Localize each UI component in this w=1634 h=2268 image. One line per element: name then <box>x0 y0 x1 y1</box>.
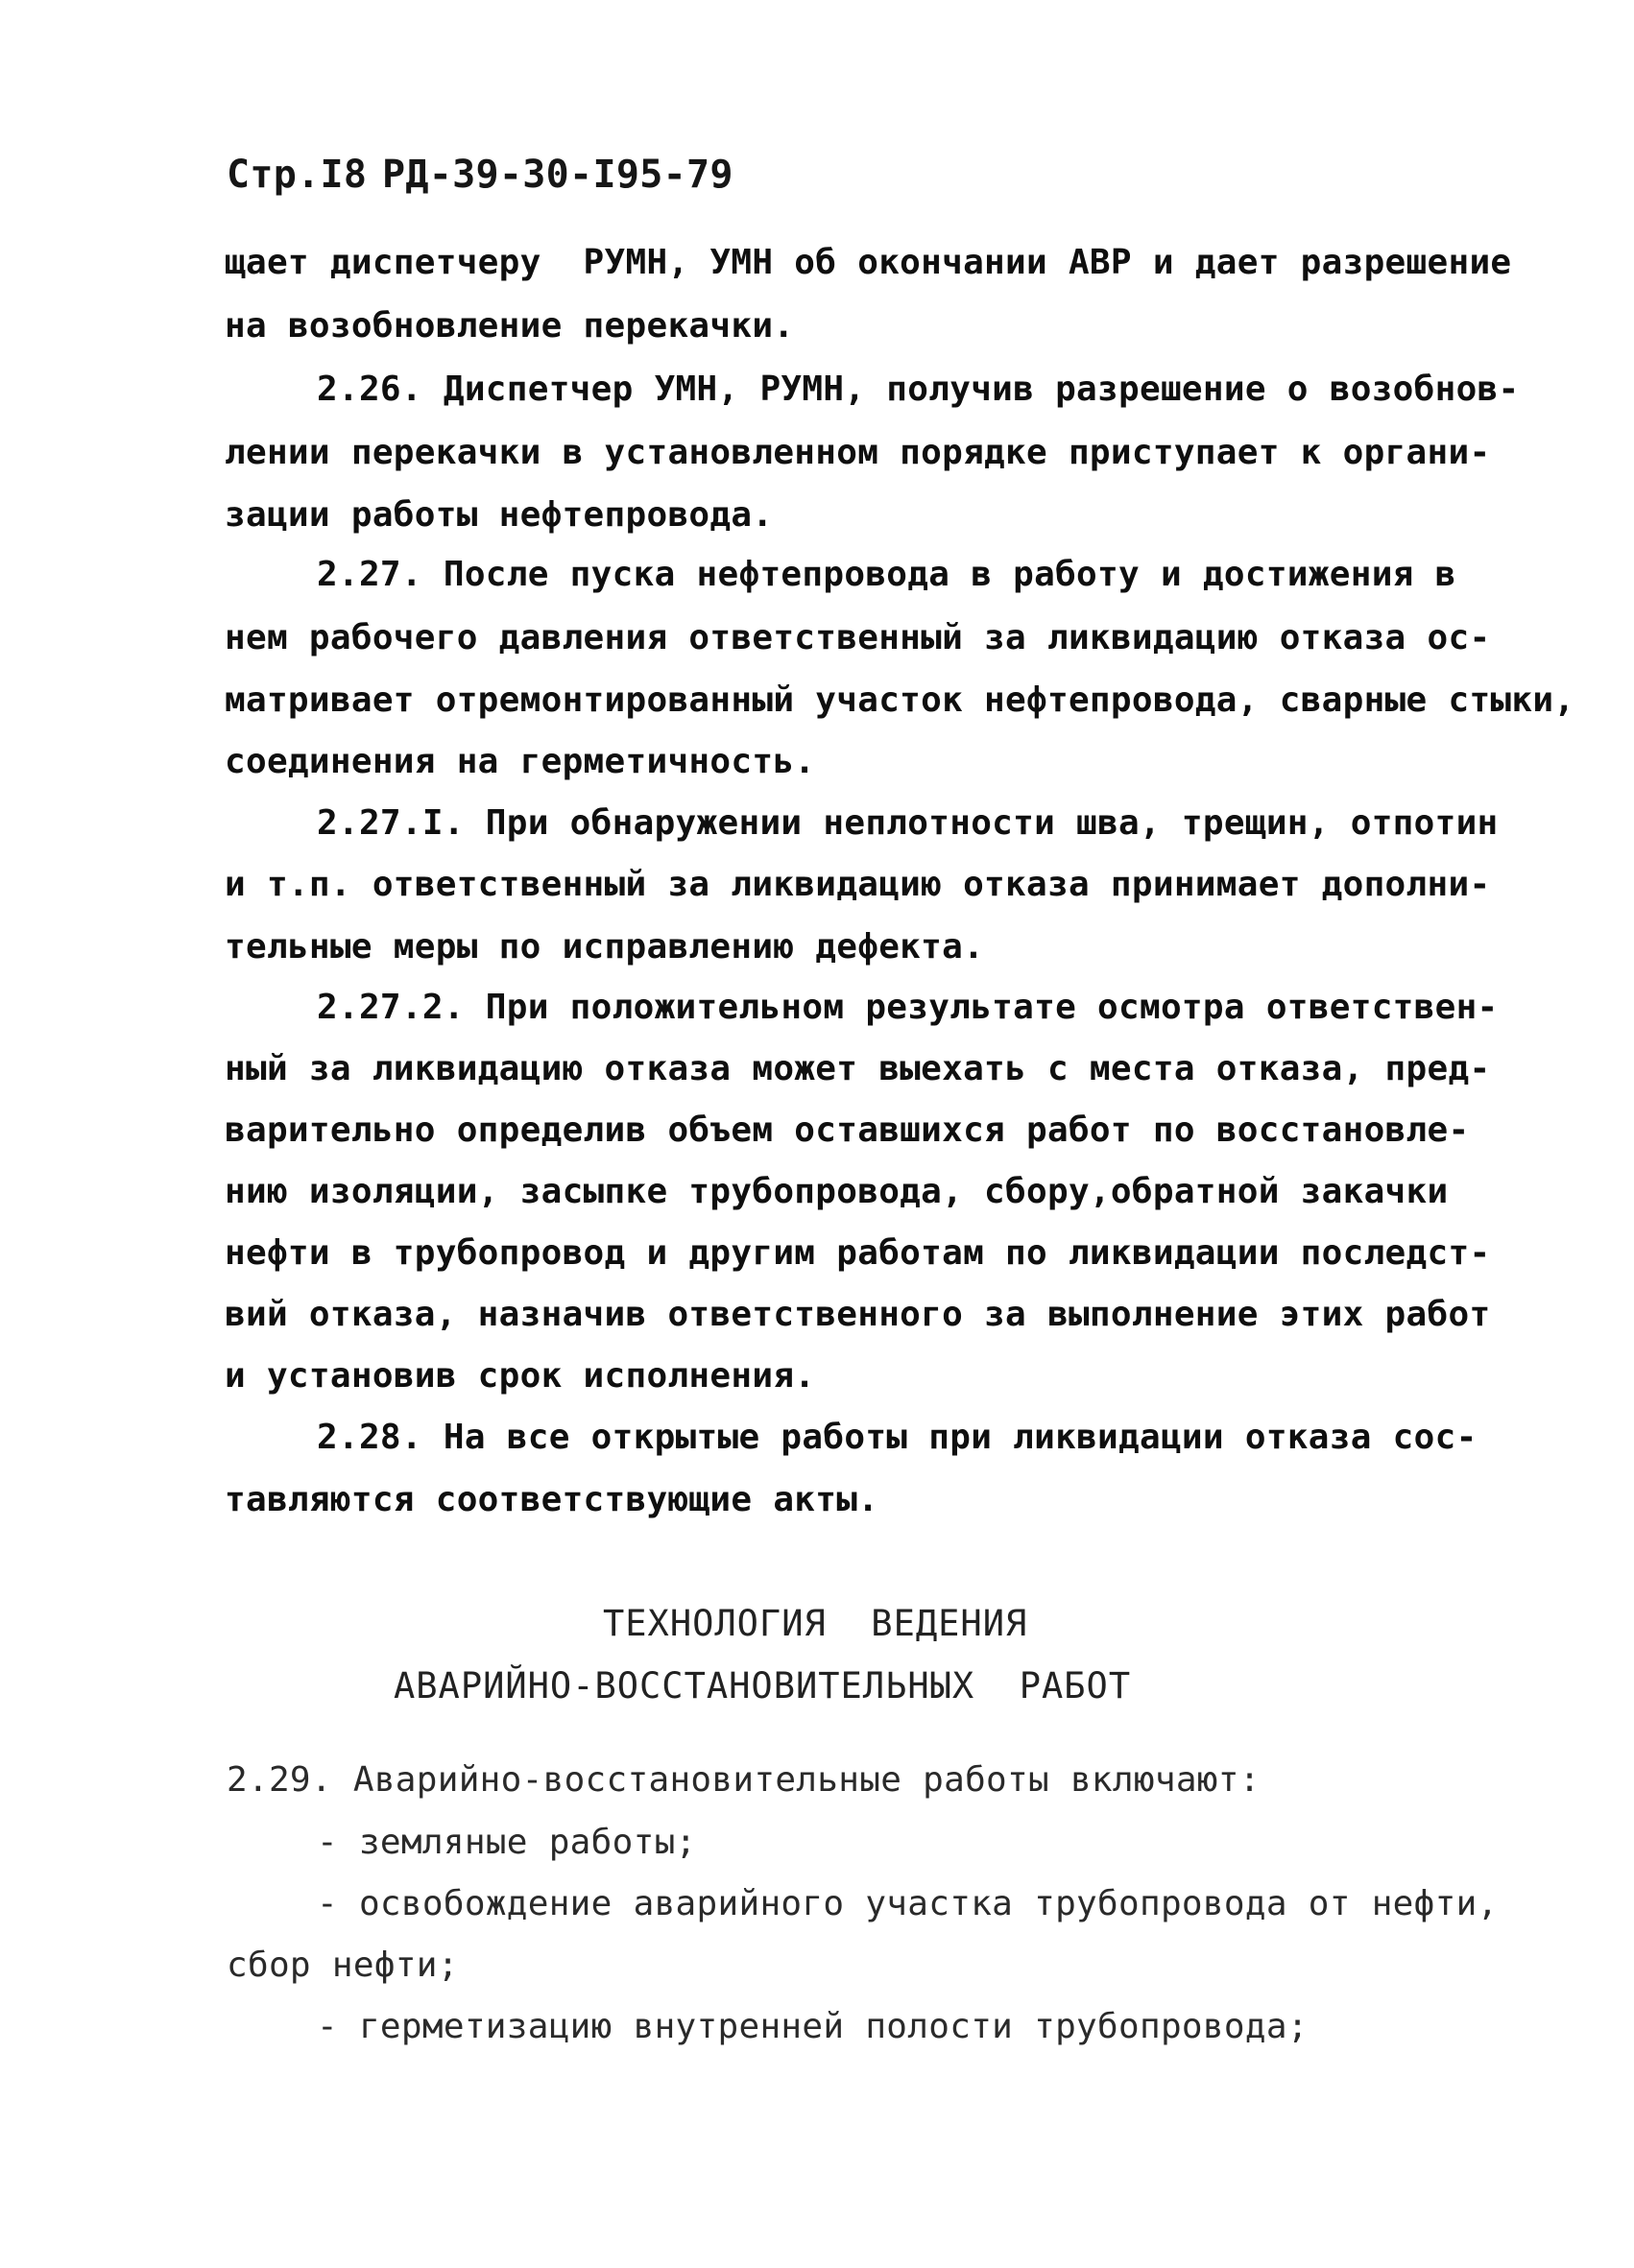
list-item: - земляные работы; <box>317 1823 697 1862</box>
section-heading-line-2: АВАРИЙНО-ВОССТАНОВИТЕЛЬНЫХ РАБОТ <box>394 1665 1132 1707</box>
list-item: - герметизацию внутренней полости трубопровода; <box>317 2007 1309 2046</box>
body-line: тельные меры по исправлению дефекта. <box>225 927 985 967</box>
body-line: сбор нефти; <box>227 1946 459 1985</box>
body-line: матривает отремонтированный участок нефтепровода, сварные стыки, <box>225 680 1575 720</box>
paragraph-2-29: 2.29. Аварийно-восстановительные работы включают: <box>227 1760 1261 1800</box>
body-line: тавляются соответствующие акты. <box>225 1480 879 1519</box>
body-line: нефти в трубопровод и другим работам по ликвидации последст- <box>225 1233 1491 1273</box>
list-item: - освобождение аварийного участка трубопровода от нефти, <box>317 1884 1499 1923</box>
body-line: лении перекачки в установленном порядке приступает к органи- <box>225 433 1491 472</box>
paragraph-2-28: 2.28. На все открытые работы при ликвидации отказа сос- <box>317 1418 1478 1457</box>
body-line: ный за ликвидацию отказа может выехать с места отказа, пред- <box>225 1049 1491 1088</box>
paragraph-2-27-2: 2.27.2. При положительном результате осмотра ответствен- <box>317 988 1499 1027</box>
section-heading-line-1: ТЕХНОЛОГИЯ ВЕДЕНИЯ <box>603 1603 1028 1644</box>
body-line: зации работы нефтепровода. <box>225 495 774 535</box>
body-line: варительно определив объем оставшихся работ по восстановле- <box>225 1110 1470 1150</box>
body-line: и установив срок исполнения. <box>225 1356 816 1396</box>
body-line: на возобновление перекачки. <box>225 306 795 346</box>
body-line: нем рабочего давления ответственный за ликвидацию отказа ос- <box>225 618 1491 657</box>
paragraph-2-27-1: 2.27.I. При обнаружении неплотности шва, трещин, отпотин <box>317 803 1499 843</box>
body-line: вий отказа, назначив ответственного за выполнение этих работ <box>225 1295 1491 1334</box>
body-line: и т.п. ответственный за ликвидацию отказа принимает дополни- <box>225 865 1491 904</box>
body-line: щает диспетчеру РУМН, УМН об окончании АВР и дает разрешение <box>225 243 1512 282</box>
page-number: Стр.I8 <box>227 153 368 197</box>
document-code: РД-39-30-I95-79 <box>382 153 733 197</box>
body-line: соединения на герметичность. <box>225 742 816 781</box>
paragraph-2-27: 2.27. После пуска нефтепровода в работу и достижения в <box>317 555 1456 594</box>
paragraph-2-26: 2.26. Диспетчер УМН, РУМН, получив разрешение о возобнов- <box>317 370 1520 409</box>
body-line: нию изоляции, засыпке трубопровода, сбору,обратной закачки <box>225 1172 1449 1211</box>
